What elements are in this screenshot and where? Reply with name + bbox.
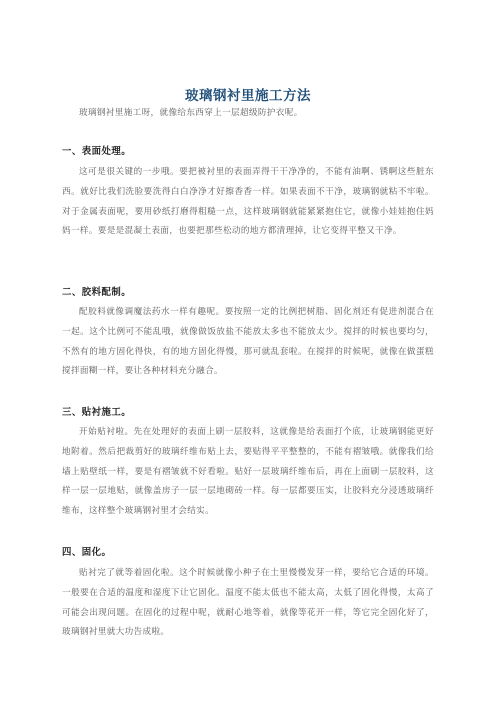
document-title: 玻璃钢衬里施工方法 [185, 88, 311, 104]
section-heading-lining: 三、贴衬施工。 [62, 407, 132, 418]
section-heading-glue: 二、胶料配制。 [62, 287, 132, 298]
intro-paragraph: 玻璃钢衬里施工呀，就像给东西穿上一层超级防护衣呢。 [79, 108, 303, 118]
section-body-lining: 开始贴衬啦。先在处理好的表面上刷一层胶料，这就像是给表面打个底，让玻璃钢能更好地附着。然后把裁剪好的玻璃纤维布贴上去，要贴得平平整整的，不能有褶皱哦。就像我们给墙上贴壁纸一样，要是有褶皱就不好看啦。贴好一层玻璃纤维布后，再在上面刷一层胶料，这样一层一层地贴，就像盖房子一层一层地砌砖一样。每一层都要压实，让胶料充分浸透玻璃纤维布，这样整个玻璃钢衬里才会结实。 [62, 427, 434, 517]
section-body-surface: 这可是很关键的一步哦。要把被衬里的表面弄得干干净净的，不能有油啊、锈啊这些脏东西。就好比我们洗脸要洗得白白净净才好擦香香一样。如果表面不干净，玻璃钢就粘不牢啦。对于金属表面呢，要用砂纸打磨得粗糙一点，这样玻璃钢就能紧紧抱住它，就像小娃娃抱住妈妈一样。要是是混凝土表面，也要把那些松动的地方都清理掉，让它变得平整又干净。 [62, 167, 434, 237]
section-body-glue: 配胶料就像调魔法药水一样有趣呢。要按照一定的比例把树脂、固化剂还有促进剂混合在一起。这个比例可不能乱哦，就像做饭放盐不能放太多也不能放太少。搅拌的时候也要均匀，不然有的地方固化得快，有的地方固化得慢，那可就乱套啦。在搅拌的时候呢，就像在做蛋糕搅拌面糊一样，要让各种材料充分融合。 [62, 307, 434, 377]
section-heading-surface: 一、表面处理。 [62, 146, 132, 157]
section-heading-curing: 四、固化。 [62, 547, 112, 558]
section-body-curing: 贴衬完了就等着固化啦。这个时候就像小种子在土里慢慢发芽一样，要给它合适的环境。一般要在合适的温度和湿度下让它固化。温度不能太低也不能太高，太低了固化得慢，太高了可能会出现问题。在固化的过程中呢，就耐心地等着，就像等花开一样，等它完全固化好了，玻璃钢衬里就大功告成啦。 [62, 568, 434, 638]
